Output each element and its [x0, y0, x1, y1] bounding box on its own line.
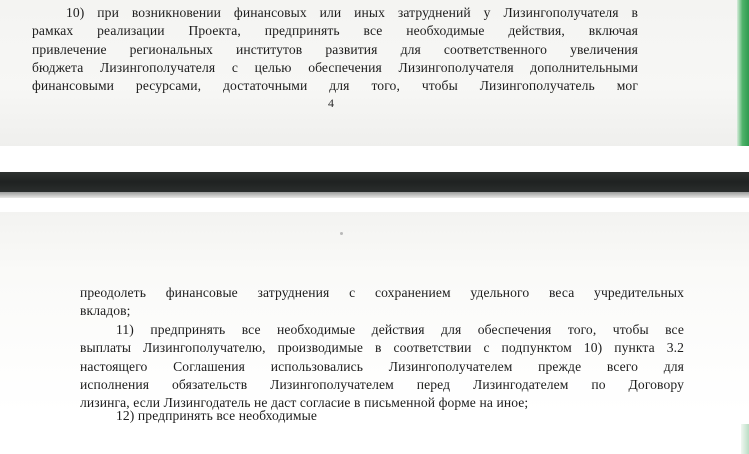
page-number: 4: [328, 96, 334, 110]
text-line: лизинга, если Лизингодатель не даст согласие в письменной форме на иное;: [80, 395, 529, 411]
scanner-divider-bar: [0, 172, 749, 192]
document-page-top: [0, 0, 749, 146]
text-line: 11) предпринять все необходимые действия для обеспечения того, чтобы все: [116, 322, 684, 337]
paragraph-10: [32, 4, 638, 95]
document-page-bottom: [0, 212, 749, 423]
scan-speck: [340, 232, 343, 235]
text-line: вкладов;: [80, 303, 131, 319]
page-edge-marker: [737, 0, 749, 146]
text-line: преодолеть финансовые затруднения с сохранением удельного веса учредительных: [80, 285, 684, 300]
text-line: исполнения обязательств Лизингополучателем перед Лизингодателем по Договору: [80, 376, 684, 392]
text-line: привлечение региональных институтов развития для соответственного увеличения: [32, 41, 638, 57]
text-line: 10) при возникновении финансовых или иных затруднений у Лизингополучателя в: [66, 5, 638, 20]
paragraph-10-continuation: [80, 284, 684, 321]
text-line: 12) предпринять все необходимые: [116, 408, 317, 423]
divider-shadow: [0, 192, 749, 198]
paragraph-12: [80, 407, 684, 425]
text-line: бюджета Лизингополучателя с целью обеспечения Лизингополучателя дополнительными: [32, 59, 638, 75]
text-line: выплаты Лизингополучателю, производимые в соответствии с подпунктом 10) пункта 3.2: [80, 340, 684, 356]
text-line: финансовыми ресурсами, достаточными для того, чтобы Лизингополучатель мог: [32, 78, 638, 94]
text-line: рамках реализации Проекта, предпринять все необходимые действия, включая: [32, 23, 638, 39]
page-edge-marker: [741, 424, 749, 454]
text-line: настоящего Соглашения использовались Лизингополучателем прежде всего для: [80, 358, 684, 374]
paragraph-11: [80, 321, 684, 412]
